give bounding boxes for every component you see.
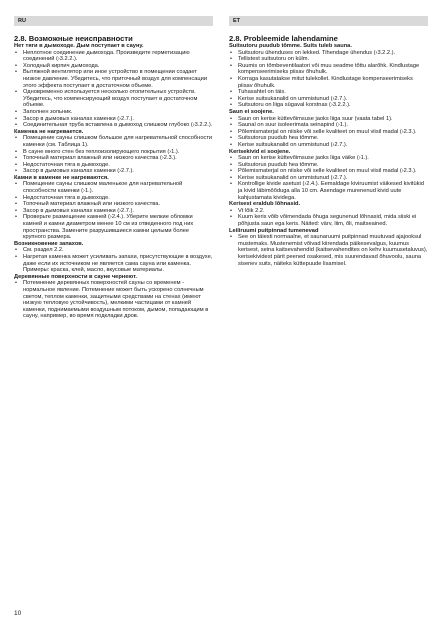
solution-item: • Vt lõik 2.2. [229, 208, 428, 215]
solution-item: • Ruumis on tõmbeventilaatori või muu seadme tõttu alarõhk. Kindlustage kompenseerimiseks piisav õhuhulk. [229, 63, 428, 76]
problem-heading: Возникновение запахов. [14, 240, 84, 247]
solution-item: • See on täiesti normaalne, et saunaruumi puitpinnad muutuvad ajajooksul mustemaks. Mustenemist võivad kiirendada päikesevalgus, kuumus kerisest, seina kaitsevahendid (kaitsevahendites on kehv kuumusetaluvus), kerisekividest pärit peened osakesed, mis suurendavad õhuvoolu, sauna sisenev suits, näiteks küttepuude lisamisel. [229, 234, 428, 267]
solution-item: • Suitsutorus puudub hea tõmme. [229, 162, 428, 169]
problem-heading: Kerisest eraldub lõhnasid. [229, 201, 301, 208]
solution-item: • Kerise suitsukanalid on ummistunud (›2.7.). [229, 96, 428, 103]
solution-item: • Suitsutorus puudub hea tõmme. [229, 135, 428, 142]
solution-item: • Неплотное соединение дымохода. Произведите герметизацию соединений (›3.2.2.). [14, 50, 213, 63]
solution-item: • Kerise suitsukanalid on ummistunud (›2.7.). [229, 142, 428, 149]
solution-item: • Kerise suitsukanalid on ummistunud (›2.7.). [229, 175, 428, 182]
solution-list [229, 155, 428, 201]
solution-item: • Нагретая каменка может усиливать запахи, присутствующие в воздухе, даже если их источником не является сама сауна или каменка. Примеры: краска, клей, масло, вкусовые материалы. [14, 254, 213, 274]
solution-item: • Соединительная труба вставлена в дымоход слишком глубоко (›3.2.2.). [14, 122, 213, 129]
solution-list [229, 50, 428, 109]
solution-list [229, 234, 428, 267]
problem-heading: Leiliruumi puitpinnad tumenevad [229, 227, 319, 234]
solution-item: • Топочный материал влажный или низкого качества. [14, 201, 213, 208]
solution-item: • Suitsutoru on liiga sügaval korstnas (›3.2.2.). [229, 102, 428, 109]
solution-item: • Засор в дымовых каналах каменки (›2.7.). [14, 116, 213, 123]
solution-item: • Недостаточная тяга в дымоходе. [14, 162, 213, 169]
page-number: 10 [14, 610, 22, 617]
solution-item: • Помещение сауны слишком маленькое для нагревательной способности каменки (›1.). [14, 181, 213, 194]
solution-item: • Tellistest suitsutoru on külm. [229, 56, 428, 63]
problem-heading: Suitsutoru puudub tõmme. Suits tuleb sauna. [229, 43, 352, 49]
solution-item: • Вытяжной вентилятор или иное устройство в помещении создает низкое давление. Убедитесь, что приточный воздух для компенсации этого эффекта поступает в достаточном объеме. [14, 69, 213, 89]
solution-item: • Korraga kasutatakse mitut tulekollet. Kindlustage kompenseerimiseks piisav õhuhulk. [229, 76, 428, 89]
problem-heading: Kerisekivid ei soojene. [229, 148, 291, 155]
column-ru [14, 34, 213, 320]
solution-item: • Põlemismaterjal on niiske või selle kvaliteet on muul viisil madal (›2.3.). [229, 129, 428, 136]
solution-item: • Saun on kerise küttevõimsuse jaoks liiga suur (vaata tabel 1). [229, 116, 428, 123]
solution-item: • Kontrollige kivide asetust (›2.4.). Eemaldage kiviruumist väikesed kivitükid ja kivid läbimõõduga alla 10 cm. Asendage murenenud kivid uute kahjustamata kividega. [229, 181, 428, 201]
problem-heading: Камни в каменке не нагреваются. [14, 174, 109, 181]
solution-list [14, 135, 213, 175]
solution-item: • Põlemismaterjal on niiske või selle kvaliteet on muul viisil madal (›2.3.). [229, 168, 428, 175]
solution-list [229, 116, 428, 149]
section-title: 2.8. Возможные неисправности [14, 34, 133, 43]
solution-item: • Топочный материал влажный или низкого качества (›2.3.). [14, 155, 213, 162]
language-tab-ru: RU [14, 16, 213, 26]
column-et [229, 34, 428, 267]
solution-item: • Tuhasahtel on täis. [229, 89, 428, 96]
solution-item: • Kuum keris võib võimendada õhuga segunenud lõhnasid, mida siiski ei põhjusta saun ega keris. Näited: värv, liim, õli, maitseained. [229, 214, 428, 227]
solution-list [14, 247, 213, 273]
solution-item: • Засор в дымовых каналах каменки (›2.7.). [14, 208, 213, 215]
solution-item: • Saunal on suur isoleerimata seinapind (›1.). [229, 122, 428, 129]
section-title: 2.8. Probleemide lahendamine [229, 34, 338, 43]
solution-list [14, 50, 213, 129]
solution-item: • Заполнен зольник. [14, 109, 213, 116]
solution-item: • В сауне много стен без теплоизолирующего покрытия (›1.). [14, 149, 213, 156]
solution-item: • Suitsutoru ühenduses on lekked. Tihendage ühendus (›3.2.2.). [229, 50, 428, 57]
solution-item: • Проверьте размещение камней (›2.4.). Уберите мелкие обломки камней и камни диаметром менее 10 см из отведенного под них пространства. Замените разрушившиеся камни целыми более крупного размера. [14, 214, 213, 240]
solution-item: • Недостаточная тяга в дымоходе. [14, 195, 213, 202]
language-tab-et: ET [229, 16, 428, 26]
solution-item: • Засор в дымовых каналах каменки (›2.7.). [14, 168, 213, 175]
problem-heading: Каменка не нагревается. [14, 128, 84, 135]
solution-list [229, 208, 428, 228]
solution-item: • Помещение сауны слишком большое для нагревательной способности каменки (см. Таблица 1). [14, 135, 213, 148]
solution-list [14, 280, 213, 320]
problem-heading: Нет тяги в дымоходе. Дым поступает в сауну. [14, 43, 144, 49]
solution-item: • Холодный кирпич дымохода. [14, 63, 213, 70]
solution-list [14, 181, 213, 240]
solution-item: • См. раздел 2.2. [14, 247, 213, 254]
solution-item: • Потемнение деревянных поверхностей сауны со временем - нормальное явление. Потемнение может быть ускорено солнечным светом, теплом каменки, защитными средствами на стенах (имеют низкую тепловую устойчивость), мелкими частицами от камней каменки, поднимаемыми воздушным потоком, дымом, попадающим в сауну, например, во время подкладки дров. [14, 280, 213, 320]
problem-heading: Деревянные поверхности в сауне чернеют. [14, 273, 137, 280]
solution-item: • Saun on kerise küttevõimsuse jaoks liiga väike (›1.). [229, 155, 428, 162]
solution-item: • Одновременно используется несколько отопительных устройств. Убедитесь, что компенсирующий воздух поступает в достаточном объеме. [14, 89, 213, 109]
problem-heading: Saun ei soojene. [229, 108, 274, 115]
